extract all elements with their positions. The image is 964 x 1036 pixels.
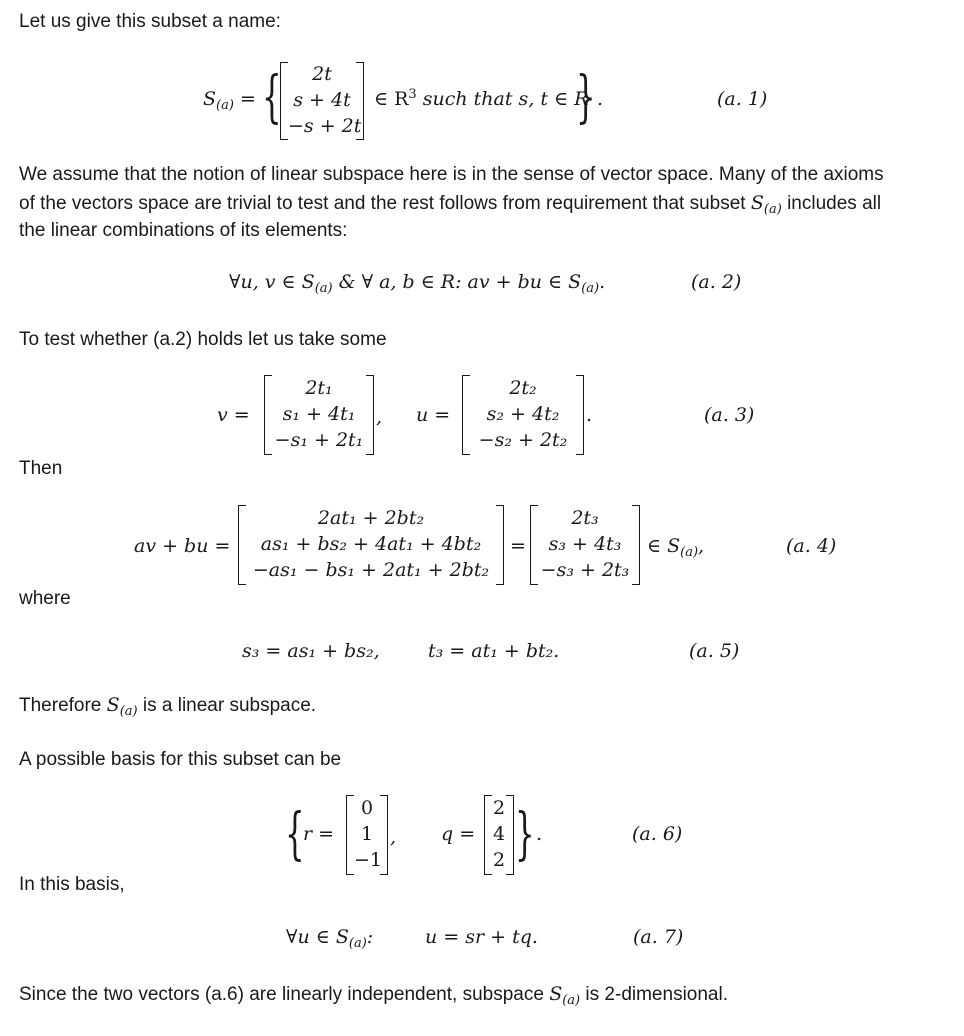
eq6-r-cell: 1 <box>360 823 374 845</box>
axioms-line-1: We assume that the notion of linear subspace here is in the sense of vector space. Many of the axioms <box>19 164 884 185</box>
eq5-s3: s₃ = as₁ + bs₂, <box>242 640 380 662</box>
eq7-tag: (a. 7) <box>633 926 684 948</box>
eq3-v-cell: 2t₁ <box>305 377 333 399</box>
eq1-tag: (a. 1) <box>717 88 768 110</box>
test-line: To test whether (a.2) holds let us take some <box>19 329 387 350</box>
therefore-text: Therefore <box>19 695 102 716</box>
eq6-r-matrix <box>346 795 388 875</box>
basis-line: A possible basis for this subset can be <box>19 749 342 770</box>
eq6-r-cell: −1 <box>354 849 383 871</box>
eq3-u-cell: −s₂ + 2t₂ <box>478 429 568 451</box>
eq3-comma: , <box>376 406 383 428</box>
eq6-right-brace: } <box>515 802 535 867</box>
then-line: Then <box>19 458 63 479</box>
conclusion-text: Since the two vectors (a.6) are linearly independent, subspace <box>19 984 544 1005</box>
subset-symbol: $S_{(a)}$ <box>106 694 138 719</box>
eq3-u-cell: 2t₂ <box>509 377 537 399</box>
eq4-matrix1-cell: as₁ + bs₂ + 4at₁ + 4bt₂ <box>260 533 482 555</box>
eq6-r-cell: 0 <box>360 797 374 819</box>
eq7-expression: u = sr + tq. <box>425 926 538 948</box>
eq4-matrix-2 <box>530 505 640 585</box>
axioms-line-2-end: includes all <box>787 193 882 214</box>
eq2-tag: (a. 2) <box>691 271 742 293</box>
eq3-period: . <box>586 404 593 426</box>
eq1-matrix-cell: s + 4t <box>293 89 351 111</box>
intro-line: Let us give this subset a name: <box>19 11 281 32</box>
where-line: where <box>19 588 71 609</box>
eq3-v-cell: −s₁ + 2t₁ <box>274 429 364 451</box>
eq4-equals: = <box>510 535 526 557</box>
eq6-q-cell: 2 <box>492 849 506 871</box>
eq1-matrix-cell: 2t <box>312 63 332 85</box>
axioms-line-3: the linear combinations of its elements: <box>19 220 348 241</box>
eq1-left-brace: { <box>262 65 282 130</box>
axioms-line-2-text: of the vectors space are trivial to test and the rest follows from requirement that subset <box>19 193 746 214</box>
eq1-condition: ∈ $R^3$ such that s, t ∈ R <box>374 87 589 110</box>
eq6-period: . <box>536 823 543 845</box>
eq4-matrix2-cell: s₃ + 4t₃ <box>548 533 622 555</box>
eq4-matrix1-cell: −as₁ − bs₁ + 2at₁ + 2bt₂ <box>252 559 490 581</box>
eq6-q-matrix <box>484 795 514 875</box>
eq3-u-cell: s₂ + 4t₂ <box>486 403 560 425</box>
conclusion-line <box>19 980 728 1009</box>
therefore-end: is a linear subspace. <box>142 695 317 716</box>
eq6-q-label: q = <box>441 823 476 845</box>
axioms-line-2 <box>19 189 881 218</box>
eq3-v-label: v = <box>217 404 250 426</box>
eq4-matrix1-cell: 2at₁ + 2bt₂ <box>317 507 425 529</box>
in-basis-line: In this basis, <box>19 874 125 895</box>
eq4-matrix-1 <box>238 505 504 585</box>
eq6-comma: , <box>390 826 397 848</box>
eq3-tag: (a. 3) <box>704 404 755 426</box>
eq7-quantifier: ∀u ∈ $S_{(a)}$: <box>286 926 374 951</box>
eq4-member: ∈ $S_{(a)}$, <box>647 535 705 560</box>
conclusion-end: is 2-dimensional. <box>585 984 728 1005</box>
eq6-q-cell: 2 <box>492 797 506 819</box>
eq3-v-matrix <box>264 375 374 455</box>
eq5-tag: (a. 5) <box>689 640 740 662</box>
eq4-matrix2-cell: 2t₃ <box>571 507 599 529</box>
eq1-lhs: $S_{(a)}$ = <box>203 88 256 113</box>
eq6-r-label: r = <box>303 823 335 845</box>
eq1-matrix <box>280 62 364 140</box>
therefore-line <box>19 691 316 720</box>
eq3-u-matrix <box>462 375 584 455</box>
eq6-left-brace: { <box>285 802 305 867</box>
eq2-expression: ∀u, v ∈ $S_{(a)}$ & ∀ a, b ∈ R: av + bu ∈ $S_{(a)}$. <box>229 271 606 296</box>
eq1-matrix-cell: −s + 2t <box>288 115 362 137</box>
eq4-lhs: av + bu = <box>134 535 231 557</box>
subset-symbol: $S_{(a)}$ <box>750 192 782 217</box>
eq6-tag: (a. 6) <box>632 823 683 845</box>
eq1-period: . <box>597 88 604 110</box>
eq1-right-brace: } <box>576 65 596 130</box>
eq4-matrix2-cell: −s₃ + 2t₃ <box>540 559 630 581</box>
eq4-tag: (a. 4) <box>786 535 837 557</box>
subset-symbol: $S_{(a)}$ <box>549 983 581 1008</box>
eq5-t3: t₃ = at₁ + bt₂. <box>428 640 560 662</box>
eq6-q-cell: 4 <box>492 823 506 845</box>
eq3-u-label: u = <box>416 404 451 426</box>
eq3-v-cell: s₁ + 4t₁ <box>282 403 356 425</box>
